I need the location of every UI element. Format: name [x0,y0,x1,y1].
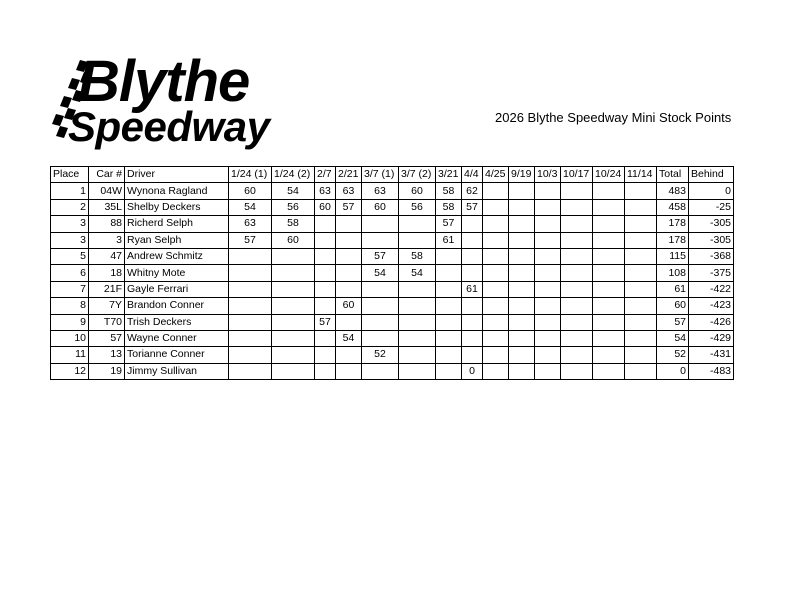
total-cell: 57 [657,314,689,330]
event-points-cell [362,298,399,314]
driver-cell: Richerd Selph [125,216,229,232]
event-points-cell [483,265,509,281]
event-points-cell: 52 [362,347,399,363]
event-points-cell [535,265,561,281]
driver-cell: Wynona Ragland [125,183,229,199]
event-points-cell [336,314,362,330]
event-points-cell [336,363,362,379]
event-points-cell [483,347,509,363]
event-points-cell [593,265,625,281]
event-points-cell: 60 [336,298,362,314]
event-points-cell [593,314,625,330]
event-points-cell: 56 [272,199,315,215]
event-points-cell: 57 [229,232,272,248]
total-cell: 60 [657,298,689,314]
header-event: 3/7 (1) [362,167,399,183]
event-points-cell [436,347,462,363]
event-points-cell [509,298,535,314]
place-cell: 9 [51,314,89,330]
header-event: 3/21 [436,167,462,183]
place-cell: 11 [51,347,89,363]
event-points-cell [436,281,462,297]
event-points-cell: 58 [272,216,315,232]
car-number-cell: 19 [89,363,125,379]
event-points-cell [535,330,561,346]
place-cell: 7 [51,281,89,297]
event-points-cell [315,248,336,264]
event-points-cell [509,232,535,248]
place-cell: 6 [51,265,89,281]
event-points-cell: 58 [436,183,462,199]
event-points-cell [399,281,436,297]
event-points-cell [535,216,561,232]
driver-cell: Wayne Conner [125,330,229,346]
event-points-cell [483,363,509,379]
place-cell: 1 [51,183,89,199]
event-points-cell [625,330,657,346]
event-points-cell [229,330,272,346]
event-points-cell [561,314,593,330]
event-points-cell [509,183,535,199]
event-points-cell: 54 [362,265,399,281]
event-points-cell [483,183,509,199]
event-points-cell [336,232,362,248]
driver-cell: Jimmy Sullivan [125,363,229,379]
event-points-cell [509,216,535,232]
total-cell: 54 [657,330,689,346]
header-event: 9/19 [509,167,535,183]
table-row [51,298,734,314]
event-points-cell: 57 [436,216,462,232]
event-points-cell [561,248,593,264]
event-points-cell [315,232,336,248]
place-cell: 3 [51,216,89,232]
behind-cell: -305 [689,216,734,232]
header-event: 1/24 (1) [229,167,272,183]
event-points-cell [483,298,509,314]
car-number-cell: 13 [89,347,125,363]
event-points-cell [399,216,436,232]
event-points-cell [561,347,593,363]
event-points-cell: 54 [336,330,362,346]
event-points-cell: 60 [315,199,336,215]
event-points-cell [483,330,509,346]
table-row [51,330,734,346]
event-points-cell [399,347,436,363]
place-cell: 10 [51,330,89,346]
event-points-cell [272,281,315,297]
event-points-cell [535,298,561,314]
total-cell: 108 [657,265,689,281]
event-points-cell [593,298,625,314]
event-points-cell [593,347,625,363]
table-row [51,363,734,379]
event-points-cell [509,330,535,346]
event-points-cell [535,347,561,363]
header-event: 11/14 [625,167,657,183]
event-points-cell [462,248,483,264]
event-points-cell [399,363,436,379]
event-points-cell: 60 [229,183,272,199]
behind-cell: -483 [689,363,734,379]
speedway-logo [48,49,313,157]
car-number-cell: T70 [89,314,125,330]
event-points-cell: 60 [362,199,399,215]
event-points-cell [462,216,483,232]
total-cell: 115 [657,248,689,264]
event-points-cell [483,314,509,330]
event-points-cell: 61 [436,232,462,248]
total-cell: 0 [657,363,689,379]
event-points-cell [535,248,561,264]
car-number-cell: 21F [89,281,125,297]
event-points-cell [593,330,625,346]
event-points-cell [561,298,593,314]
header-behind: Behind [689,167,734,183]
event-points-cell [462,265,483,281]
event-points-cell [535,363,561,379]
header-driver: Driver [125,167,229,183]
total-cell: 52 [657,347,689,363]
event-points-cell [436,265,462,281]
event-points-cell [509,248,535,264]
total-cell: 458 [657,199,689,215]
driver-cell: Andrew Schmitz [125,248,229,264]
event-points-cell [399,314,436,330]
event-points-cell: 0 [462,363,483,379]
event-points-cell [436,298,462,314]
behind-cell: -375 [689,265,734,281]
event-points-cell [561,216,593,232]
event-points-cell [462,298,483,314]
event-points-cell [625,183,657,199]
event-points-cell [315,216,336,232]
car-number-cell: 7Y [89,298,125,314]
event-points-cell: 57 [462,199,483,215]
event-points-cell: 60 [272,232,315,248]
event-points-cell: 58 [436,199,462,215]
event-points-cell [561,363,593,379]
event-points-cell [362,216,399,232]
event-points-cell [561,281,593,297]
event-points-cell [362,232,399,248]
event-points-cell: 63 [315,183,336,199]
header-event: 4/4 [462,167,483,183]
header-event: 4/25 [483,167,509,183]
event-points-cell [336,265,362,281]
place-cell: 8 [51,298,89,314]
event-points-cell [483,281,509,297]
event-points-cell [362,281,399,297]
event-points-cell: 60 [399,183,436,199]
car-number-cell: 35L [89,199,125,215]
car-number-cell: 57 [89,330,125,346]
event-points-cell: 54 [229,199,272,215]
event-points-cell [593,281,625,297]
table-row [51,232,734,248]
event-points-cell [336,216,362,232]
table-header-row [51,167,734,183]
event-points-cell [625,216,657,232]
event-points-cell [229,298,272,314]
event-points-cell [229,265,272,281]
behind-cell: -305 [689,232,734,248]
event-points-cell [229,347,272,363]
header-event: 10/24 [593,167,625,183]
header-place: Place [51,167,89,183]
event-points-cell: 57 [362,248,399,264]
behind-cell: -422 [689,281,734,297]
header-event: 1/24 (2) [272,167,315,183]
car-number-cell: 88 [89,216,125,232]
header-event: 2/7 [315,167,336,183]
event-points-cell [272,363,315,379]
event-points-cell [625,265,657,281]
event-points-cell [593,232,625,248]
event-points-cell [336,281,362,297]
event-points-cell [535,232,561,248]
behind-cell: -429 [689,330,734,346]
event-points-cell [535,281,561,297]
behind-cell: 0 [689,183,734,199]
event-points-cell [593,199,625,215]
event-points-cell [315,330,336,346]
event-points-cell [229,248,272,264]
event-points-cell [561,232,593,248]
points-table [50,166,734,380]
event-points-cell: 57 [336,199,362,215]
table-row [51,183,734,199]
event-points-cell [362,363,399,379]
event-points-cell [272,265,315,281]
behind-cell: -431 [689,347,734,363]
event-points-cell [315,298,336,314]
event-points-cell [436,330,462,346]
place-cell: 3 [51,232,89,248]
table-row [51,248,734,264]
driver-cell: Trish Deckers [125,314,229,330]
event-points-cell [509,199,535,215]
header-event: 10/17 [561,167,593,183]
event-points-cell [272,298,315,314]
event-points-cell [229,363,272,379]
place-cell: 2 [51,199,89,215]
event-points-cell [561,183,593,199]
event-points-cell [483,199,509,215]
event-points-cell [315,363,336,379]
total-cell: 483 [657,183,689,199]
car-number-cell: 04W [89,183,125,199]
driver-cell: Shelby Deckers [125,199,229,215]
event-points-cell: 54 [399,265,436,281]
driver-cell: Brandon Conner [125,298,229,314]
total-cell: 178 [657,216,689,232]
driver-cell: Torianne Conner [125,347,229,363]
event-points-cell [535,199,561,215]
event-points-cell [272,330,315,346]
event-points-cell: 63 [229,216,272,232]
table-row [51,281,734,297]
place-cell: 5 [51,248,89,264]
place-cell: 12 [51,363,89,379]
event-points-cell [272,347,315,363]
event-points-cell [561,199,593,215]
event-points-cell [535,314,561,330]
event-points-cell: 63 [336,183,362,199]
event-points-cell [593,183,625,199]
car-number-cell: 18 [89,265,125,281]
driver-cell: Gayle Ferrari [125,281,229,297]
page-title: 2026 Blythe Speedway Mini Stock Points [495,110,732,125]
event-points-cell [509,363,535,379]
header-event: 2/21 [336,167,362,183]
header-total: Total [657,167,689,183]
event-points-cell [561,330,593,346]
car-number-cell: 47 [89,248,125,264]
event-points-cell [462,330,483,346]
event-points-cell [315,265,336,281]
event-points-cell [625,248,657,264]
car-number-cell: 3 [89,232,125,248]
event-points-cell [535,183,561,199]
event-points-cell: 62 [462,183,483,199]
event-points-cell [436,248,462,264]
event-points-cell [272,314,315,330]
event-points-cell: 54 [272,183,315,199]
points-table-body [51,183,734,380]
event-points-cell [436,314,462,330]
driver-cell: Whitny Mote [125,265,229,281]
event-points-cell [336,248,362,264]
event-points-cell [509,347,535,363]
behind-cell: -368 [689,248,734,264]
event-points-cell: 58 [399,248,436,264]
event-points-cell [509,281,535,297]
event-points-cell [483,248,509,264]
logo-text-speedway: Speedway [68,103,270,150]
event-points-cell: 61 [462,281,483,297]
table-row [51,216,734,232]
event-points-cell [625,281,657,297]
event-points-cell [483,216,509,232]
event-points-cell [315,347,336,363]
event-points-cell [462,347,483,363]
behind-cell: -423 [689,298,734,314]
event-points-cell [593,216,625,232]
event-points-cell [625,363,657,379]
header-event: 3/7 (2) [399,167,436,183]
event-points-cell [436,363,462,379]
table-row [51,314,734,330]
event-points-cell [509,314,535,330]
event-points-cell [625,347,657,363]
logo-text-blythe: Blythe [78,49,250,114]
table-row [51,347,734,363]
driver-cell: Ryan Selph [125,232,229,248]
event-points-cell [561,265,593,281]
header-car-number: Car # [89,167,125,183]
event-points-cell [229,281,272,297]
behind-cell: -426 [689,314,734,330]
event-points-cell: 56 [399,199,436,215]
event-points-cell: 57 [315,314,336,330]
event-points-cell [483,232,509,248]
table-row [51,199,734,215]
event-points-cell [336,347,362,363]
event-points-cell [625,199,657,215]
event-points-cell [593,363,625,379]
event-points-cell [462,232,483,248]
event-points-cell [399,232,436,248]
total-cell: 178 [657,232,689,248]
event-points-cell: 63 [362,183,399,199]
total-cell: 61 [657,281,689,297]
event-points-cell [593,248,625,264]
event-points-cell [509,265,535,281]
event-points-cell [362,330,399,346]
event-points-cell [362,314,399,330]
header-event: 10/3 [535,167,561,183]
event-points-cell [625,298,657,314]
event-points-cell [229,314,272,330]
table-row [51,265,734,281]
event-points-cell [315,281,336,297]
event-points-cell [625,314,657,330]
behind-cell: -25 [689,199,734,215]
event-points-cell [625,232,657,248]
event-points-cell [399,330,436,346]
event-points-cell [462,314,483,330]
event-points-cell [399,298,436,314]
event-points-cell [272,248,315,264]
